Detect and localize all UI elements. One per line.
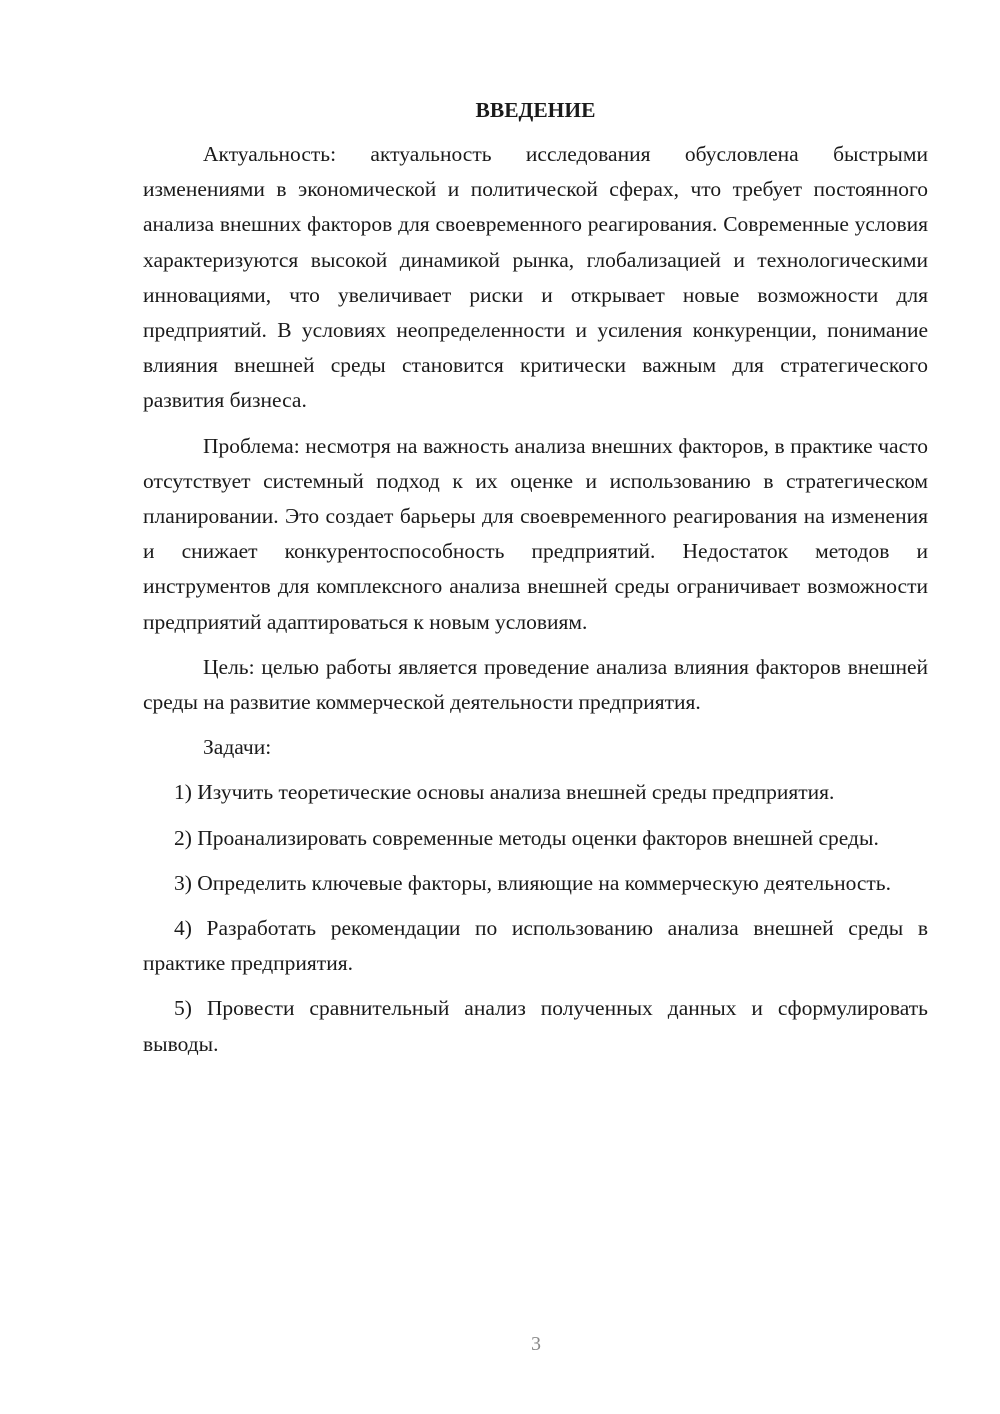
task-item-2: 2) Проанализировать современные методы оценки факторов внешней среды.	[174, 825, 879, 850]
page-content	[143, 95, 928, 1072]
page-number: 3	[531, 1333, 541, 1355]
task-item-5: 5) Провести сравнительный анализ полученных данных и сформулировать выводы.	[143, 996, 928, 1056]
paragraph-problem: Проблема: несмотря на важность анализа внешних факторов, в практике часто отсутствует системный подход к их оценке и использованию в стратегическом планировании. Это создает барьеры для своевременного реагирования на изменения и снижает конкурентоспособность предприятий. Недостаток методов и инструментов для комплексного анализа внешней среды ограничивает возможности предприятий адаптироваться к новым условиям.	[143, 433, 928, 634]
task-item-4: 4) Разработать рекомендации по использованию анализа внешней среды в практике предприятия.	[143, 916, 928, 976]
task-item-1: 1) Изучить теоретические основы анализа внешней среды предприятия.	[174, 780, 835, 805]
task-item-3: 3) Определить ключевые факторы, влияющие на коммерческую деятельность.	[174, 870, 891, 895]
tasks-title: Задачи:	[203, 735, 272, 760]
paragraph-relevance: Актуальность: актуальность исследования обусловлена быстрыми изменениями в экономической и политической сферах, что требует постоянного анализа внешних факторов для своевременного реагирования. Современные условия характеризуются высокой динамикой рынка, глобализацией и технологическими инновациями, что увеличивает риски и открывает новые возможности для предприятий. В условиях неопределенности и усиления конкуренции, понимание влияния внешней среды становится критически важным для стратегического развития бизнеса.	[143, 142, 928, 413]
section-heading: ВВЕДЕНИЕ	[475, 98, 596, 122]
paragraph-goal: Цель: целью работы является проведение анализа влияния факторов внешней среды на развитие коммерческой деятельности предприятия.	[143, 654, 928, 715]
